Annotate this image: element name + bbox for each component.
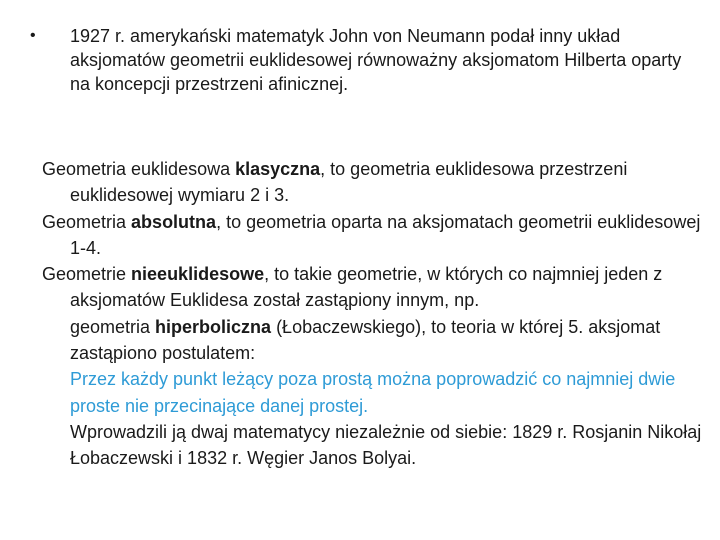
bullet-item (30, 24, 690, 96)
definition-non-euclidean (42, 261, 702, 314)
definition-prefix: Geometria euklidesowa (42, 159, 236, 179)
definitions-block (42, 156, 702, 472)
definition-prefix: Geometrie (42, 264, 132, 285)
definition-suffix: , to geometria euklidesowa przestrzeni euklidesowej wymiaru 2 i 3. (70, 159, 628, 206)
bullet-text: 1927 r. amerykański matematyk John von Neumann podał inny układ aksjomatów geometrii euklidesowej równoważny aksjomatom Hilberta oparty na koncepcji przestrzeni afinicznej. (70, 26, 682, 94)
definition-term: absolutna (131, 211, 217, 232)
definition-term: klasyczna (235, 159, 321, 179)
hyperbolic-term: hiperboliczna (155, 316, 272, 337)
definition-hyperbolic (42, 314, 702, 367)
definition-classic (42, 156, 702, 209)
bullet-marker: • (30, 27, 36, 44)
intro-bullet (30, 24, 690, 96)
history-text: Wprowadzili ją dwaj matematycy niezależnie od siebie: 1829 r. Rosjanin Nikołaj Łobaczewski i 1832 r. Węgier Janos Bolyai. (70, 421, 702, 469)
hyperbolic-suffix: (Łobaczewskiego), to teoria w której 5. aksjomat zastąpiono postulatem: (70, 316, 661, 364)
postulate-text: Przez każdy punkt leżący poza prostą można poprowadzić co najmniej dwie proste nie przecinające danej prostej. (70, 369, 676, 416)
definition-prefix: Geometria (42, 211, 132, 232)
definition-suffix: , to takie geometrie, w których co najmniej jeden z aksjomatów Euklidesa został zastąpiony innym, np. (70, 264, 663, 311)
definition-suffix: , to geometria oparta na aksjomatach geometrii euklidesowej 1-4. (70, 211, 701, 258)
definition-term: nieeuklidesowe (131, 264, 265, 285)
definition-absolute (42, 209, 702, 262)
hyperbolic-prefix: geometria (70, 316, 156, 337)
